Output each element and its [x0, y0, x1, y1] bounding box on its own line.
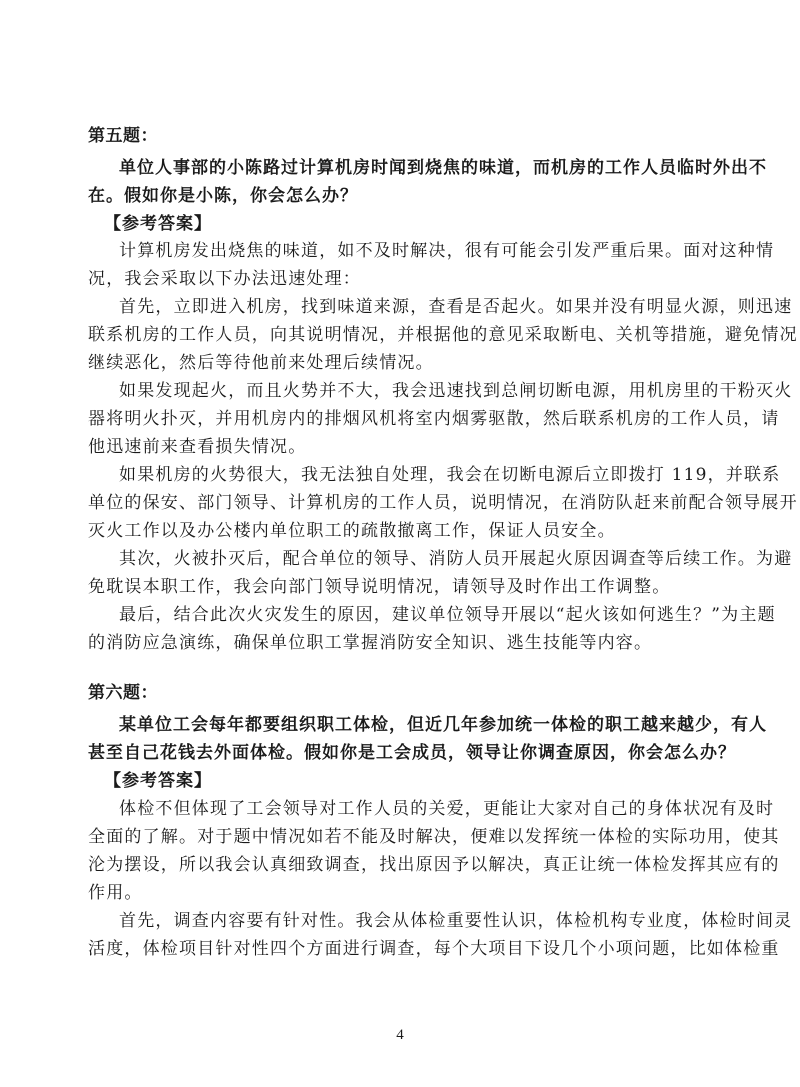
q5-p5-line-1: 其次，火被扑灭后，配合单位的领导、消防人员开展起火原因调查等后续工作。为避 — [119, 549, 793, 569]
q5-p2-line-2: 联系机房的工作人员，向其说明情况，并根据他的意见采取断电、关机等措施，避免情况 — [88, 325, 798, 345]
q6-question-line-1: 某单位工会每年都要组织职工体检，但近几年参加统一体检的职工越来越少，有人 — [119, 715, 767, 735]
page-number: 4 — [396, 1027, 404, 1043]
q6-answer-label: 【参考答案】 — [104, 771, 212, 791]
q5-p1-line-2: 况，我会采取以下办法迅速处理： — [88, 269, 361, 289]
q6-question-line-2: 甚至自己花钱去外面体检。假如你是工会成员，领导让你调查原因，你会怎么办？ — [88, 743, 736, 763]
q6-heading: 第六题： — [88, 683, 158, 703]
q5-p2-line-1: 首先，立即进入机房，找到味道来源，查看是否起火。如果并没有明显火源，则迅速 — [119, 297, 793, 317]
q6-p1-line-3: 沦为摆设，所以我会认真细致调查，找出原因予以解决，真正让统一体检发挥其应有的 — [88, 855, 780, 875]
q5-question-line-2: 在。假如你是小陈，你会怎么办？ — [88, 186, 358, 206]
q5-heading: 第五题： — [88, 126, 158, 146]
q6-p2-line-2: 活度，体检项目针对性四个方面进行调查，每个大项目下设几个小项问题，比如体检重 — [88, 939, 780, 959]
q5-p3-line-3: 他迅速前来查看损失情况。 — [88, 437, 307, 457]
q5-p3-line-2: 器将明火扑灭，并用机房内的排烟风机将室内烟雾驱散，然后联系机房的工作人员，请 — [88, 409, 780, 429]
q6-p2-line-1: 首先，调查内容要有针对性。我会从体检重要性认识，体检机构专业度，体检时间灵 — [119, 911, 793, 931]
q5-p4-line-1: 如果机房的火势很大，我无法独自处理，我会在切断电源后立即拨打 119，并联系 — [119, 465, 781, 485]
q5-p4-line-2: 单位的保安、部门领导、计算机房的工作人员，说明情况，在消防队赶来前配合领导展开 — [88, 493, 798, 513]
q5-p5-line-2: 免耽误本职工作，我会向部门领导说明情况，请领导及时作出工作调整。 — [88, 577, 671, 597]
q5-p3-line-1: 如果发现起火，而且火势并不大，我会迅速找到总闸切断电源，用机房里的干粉灭火 — [119, 381, 793, 401]
q6-p1-line-1: 体检不但体现了工会领导对工作人员的关爱，更能让大家对自己的身体状况有及时 — [119, 799, 775, 819]
q5-question-line-1: 单位人事部的小陈路过计算机房时闻到烧焦的味道，而机房的工作人员临时外出不 — [119, 158, 767, 178]
q5-p1-line-1: 计算机房发出烧焦的味道，如不及时解决，很有可能会引发严重后果。面对这种情 — [119, 241, 775, 261]
q5-answer-label: 【参考答案】 — [104, 214, 212, 234]
q6-p1-line-2: 全面的了解。对于题中情况如若不能及时解决，便难以发挥统一体检的实际功用，使其 — [88, 827, 780, 847]
q5-p2-line-3: 继续恶化，然后等待他前来处理后续情况。 — [88, 353, 434, 373]
q6-p1-line-4: 作用。 — [88, 883, 143, 903]
q5-p4-line-3: 灭火工作以及办公楼内单位职工的疏散撤离工作，保证人员安全。 — [88, 521, 616, 541]
q5-p6-line-2: 的消防应急演练，确保单位职工掌握消防安全知识、逃生技能等内容。 — [88, 633, 653, 653]
q5-p6-line-1: 最后，结合此次火灾发生的原因，建议单位领导开展以“起火该如何逃生？”为主题 — [119, 605, 776, 625]
